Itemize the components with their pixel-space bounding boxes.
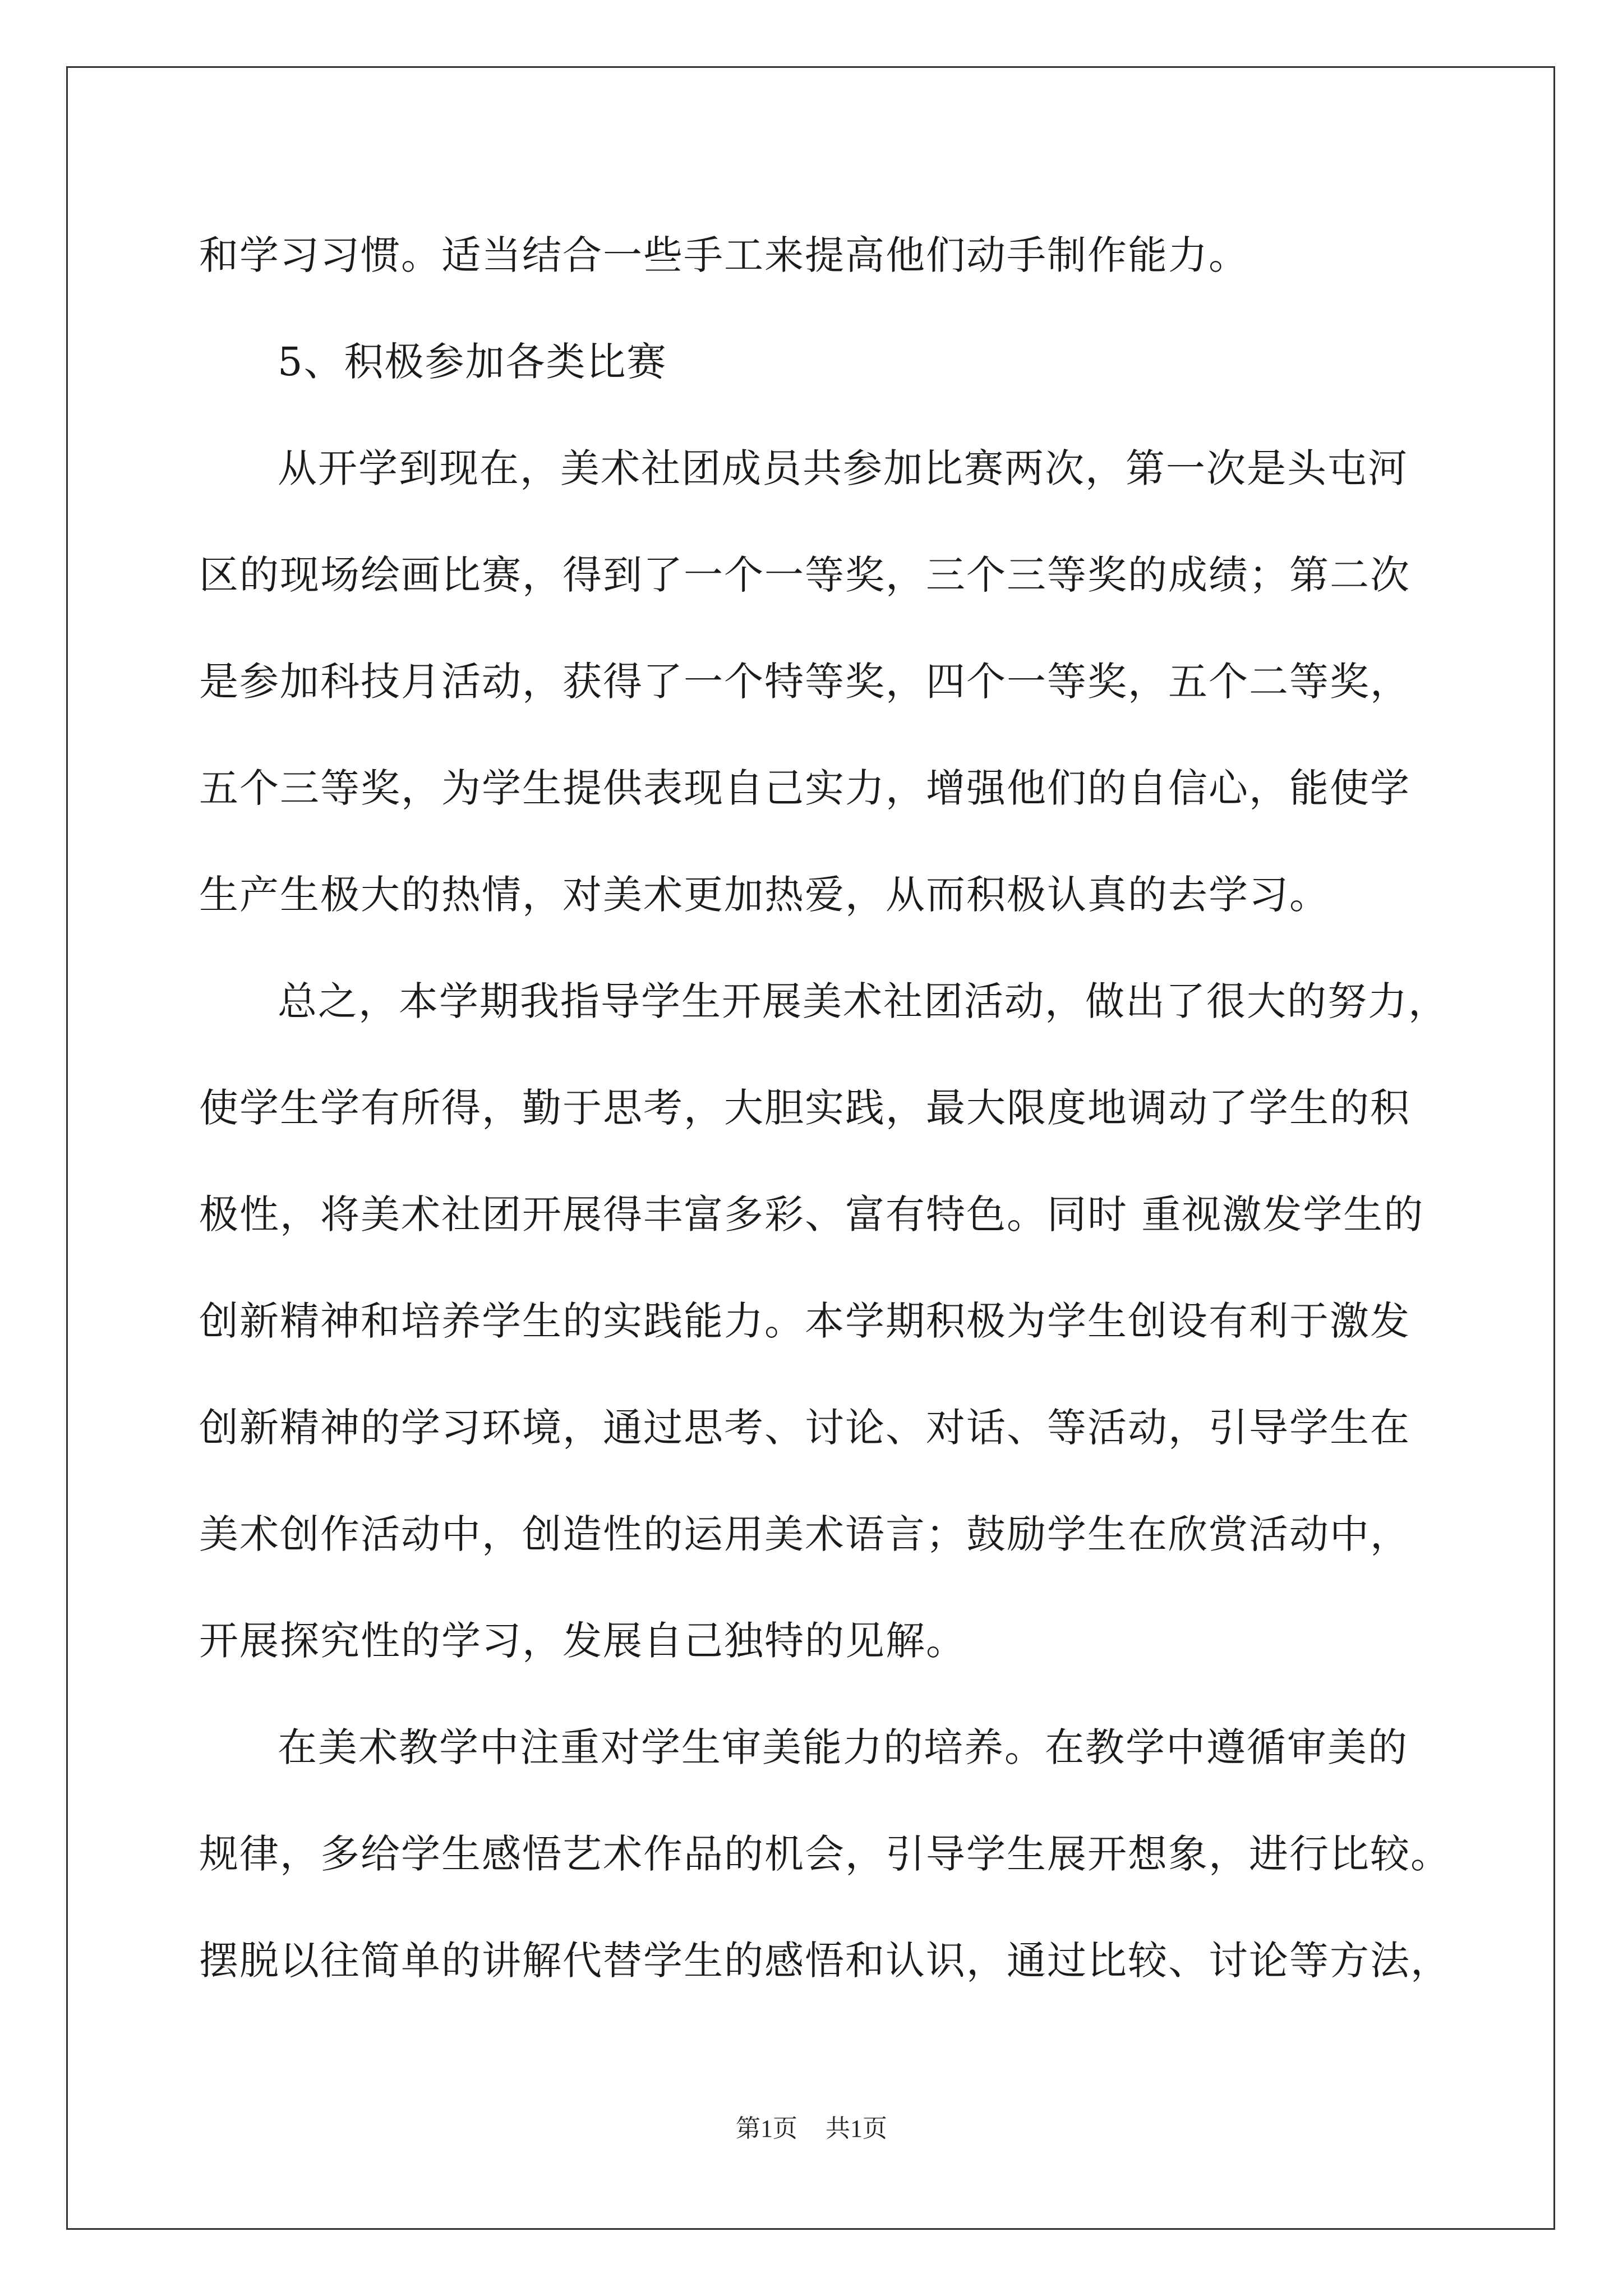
text-line-15: 在美术教学中注重对学生审美能力的培养。在教学中遵循审美的 bbox=[278, 1724, 1408, 1770]
section-heading: 5、积极参加各类比赛 bbox=[278, 339, 667, 385]
text-line-12: 创新精神的学习环境，通过思考、讨论、对话、等活动，引导学生在 bbox=[199, 1405, 1410, 1451]
text-line-4: 区的现场绘画比赛，得到了一个一等奖，三个三等奖的成绩；第二次 bbox=[199, 552, 1410, 598]
text-line-9: 使学生学有所得，勤于思考，大胆实践，最大限度地调动了学生的积 bbox=[199, 1085, 1410, 1131]
text-line-14: 开展探究性的学习，发展自己独特的见解。 bbox=[199, 1618, 966, 1664]
page-footer bbox=[0, 2112, 1623, 2146]
text-line-1: 和学习习惯。适当结合一些手工来提高他们动手制作能力。 bbox=[199, 232, 1249, 278]
document-body bbox=[199, 202, 1451, 2014]
page-total: 共1页 bbox=[826, 2115, 887, 2142]
text-line-17: 摆脱以往简单的讲解代替学生的感悟和认识，通过比较、讨论等方法， bbox=[199, 1938, 1451, 1984]
text-line-11: 创新精神和培养学生的实践能力。本学期积极为学生创设有利于激发 bbox=[199, 1298, 1410, 1344]
text-line-3: 从开学到现在，美术社团成员共参加比赛两次，第一次是头屯河 bbox=[278, 445, 1408, 491]
text-line-16: 规律，多给学生感悟艺术作品的机会，引导学生展开想象，进行比较。 bbox=[199, 1831, 1451, 1877]
page-number: 第1页 bbox=[736, 2115, 797, 2142]
text-line-10: 极性，将美术社团开展得丰富多彩、富有特色。同时 重视激发学生的 bbox=[199, 1191, 1424, 1237]
text-line-5: 是参加科技月活动，获得了一个特等奖，四个一等奖，五个二等奖， bbox=[199, 659, 1410, 705]
text-line-8: 总之，本学期我指导学生开展美术社团活动，做出了很大的努力， bbox=[278, 978, 1449, 1024]
text-line-6: 五个三等奖，为学生提供表现自己实力，增强他们的自信心，能使学 bbox=[199, 765, 1410, 811]
text-line-13: 美术创作活动中，创造性的运用美术语言；鼓励学生在欣赏活动中， bbox=[199, 1511, 1410, 1557]
text-line-7: 生产生极大的热情，对美术更加热爱，从而积极认真的去学习。 bbox=[199, 872, 1330, 918]
